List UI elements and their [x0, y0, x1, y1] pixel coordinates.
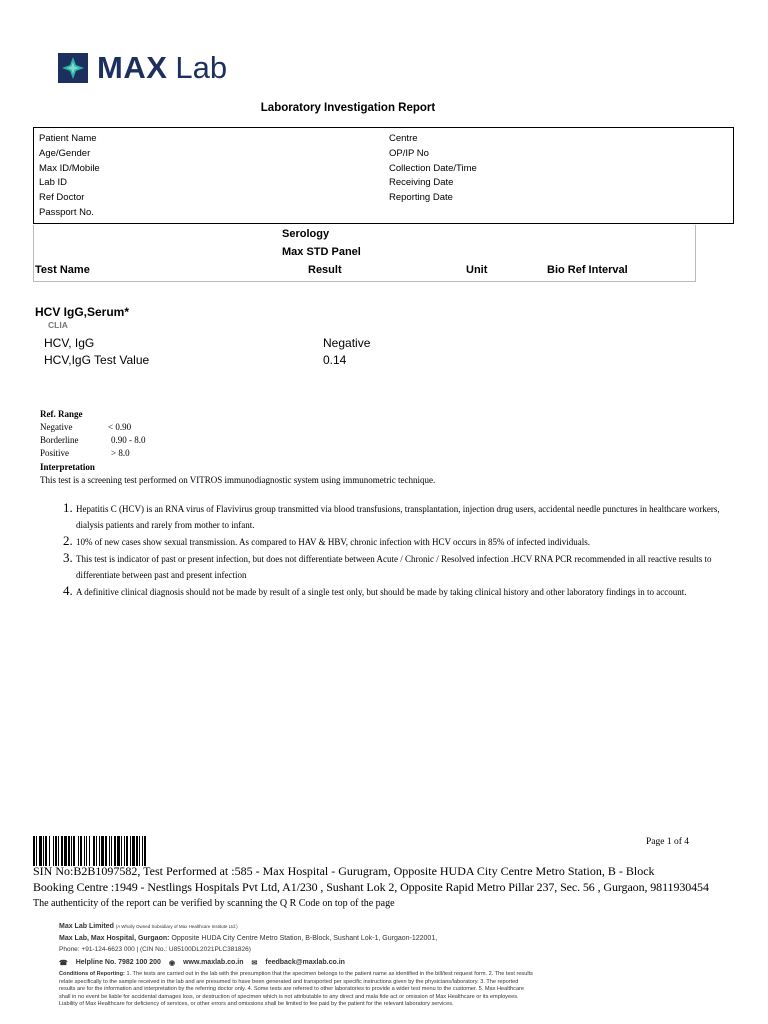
address: Opposite HUDA City Centre Metro Station, B-Block, Sushant Lok-1, Gurgaon-122001,	[171, 935, 438, 942]
notes-list	[38, 500, 736, 600]
phone-line: Phone: +91-124-6623 000 | (CIN No.: U85100DL2021PLC381826)	[59, 946, 251, 953]
ref-range-values	[108, 421, 146, 461]
patient-fields-left	[39, 132, 100, 221]
note-item: 4. A definitive clinical diagnosis should not be made by result of a single test only, but should be made by taking clinical history and other laboratory findings in to account.	[76, 583, 736, 600]
conditions-text: Liability of Max Healthcare for deficiency of services, or other errors and omissions shall be limited to fee paid by the patient for the relevant laboratory services.	[59, 1001, 454, 1008]
field-receiving-date: Receiving Date	[389, 177, 454, 189]
result-row-value: Negative	[323, 336, 371, 350]
authenticity-line: The authenticity of the report can be verified by scanning the Q R Code on top of the page	[33, 898, 395, 909]
conditions-text: 1. The tests are carried out in the lab with the presumption that the specimen belongs to the patient name as identified in the bill/test request form. 2. The test results	[126, 971, 533, 977]
brand-lab: Lab	[175, 50, 228, 85]
col-result: Result	[308, 264, 342, 276]
ref-label: Borderline	[40, 435, 79, 446]
ref-value: < 0.90	[108, 422, 132, 432]
field-passport: Passport No.	[39, 206, 94, 218]
note-item: 2. 10% of new cases show sexual transmission. As compared to HAV & HBV, chronic infection with HCV occurs in 85% of infected individuals.	[76, 533, 736, 550]
conditions-of-reporting	[59, 971, 724, 1009]
field-max-id: Max ID/Mobile	[39, 162, 100, 174]
note-item: 3. This test is indicator of past or present infection, but does not differentiate between Acute / Chronic / Resolved infection .HCV RNA PCR recommended in all reactive results to differentiate between past and present infection	[76, 550, 736, 583]
ref-range-title: Ref. Range	[40, 409, 83, 419]
company-label: Max Lab Limited	[59, 923, 114, 930]
report-title: Laboratory Investigation Report	[260, 102, 436, 114]
field-patient-name: Patient Name	[39, 133, 97, 144]
patient-info-box	[33, 127, 734, 224]
helpline: Helpline No. 7982 100 200	[75, 959, 161, 966]
brand-max: MAX	[97, 50, 168, 85]
barcode	[33, 836, 258, 866]
test-name: HCV IgG,Serum*	[35, 305, 130, 319]
logo-star-icon	[58, 53, 88, 83]
field-collection-date: Collection Date/Time	[389, 162, 477, 174]
website-link[interactable]: www.maxlab.co.in	[183, 959, 244, 966]
result-row-name: HCV,IgG Test Value	[44, 353, 150, 367]
ref-value: 0.90 - 8.0	[111, 435, 146, 446]
max-lab-logo	[58, 48, 227, 88]
ref-range-labels	[40, 421, 79, 461]
ref-label: Positive	[40, 448, 70, 459]
address-label: Max Lab, Max Hospital, Gurgaon:	[59, 935, 170, 942]
conditions-text: shall in no event be liable for accidental damages loss, or destruction of specimen which is not attributable to any direct and mala fide act or omission of Max Healthcare or its employees.	[59, 993, 519, 1000]
email-link[interactable]: feedback@maxlab.co.in	[265, 959, 345, 966]
field-op-ip: OP/IP No	[389, 147, 429, 159]
department-name: Serology	[282, 228, 330, 240]
field-reporting-date: Reporting Date	[389, 192, 453, 204]
test-method: CLIA	[48, 320, 68, 330]
company-sub: (A Wholly Owned Subsidiary of Max Healthcare Institute Ltd.)	[115, 924, 238, 929]
contact-line	[59, 959, 345, 967]
col-unit: Unit	[466, 264, 488, 276]
panel-name: Max STD Panel	[282, 246, 361, 258]
conditions-title: Conditions of Reporting:	[59, 971, 125, 977]
field-centre: Centre	[389, 133, 418, 144]
note-item: 1. Hepatitis C (HCV) is an RNA virus of Flavivirus group transmitted via blood transfusions, transplantation, injection drug users, accidental needle punctures in healthcare workers, dialysis patients and rarely from mother to infant.	[76, 500, 736, 533]
interpretation-text: This test is a screening test performed on VITROS immunodiagnostic system using immunometric technique.	[40, 475, 436, 485]
globe-icon: ◉	[168, 960, 176, 967]
ref-label: Negative	[40, 422, 73, 432]
field-lab-id: Lab ID	[39, 177, 67, 189]
field-ref-doctor: Ref Doctor	[39, 192, 85, 204]
interpretation-title: Interpretation	[40, 462, 95, 472]
result-row-name: HCV, IgG	[44, 336, 95, 350]
mail-icon: ✉	[251, 960, 258, 967]
company-name	[59, 923, 238, 930]
helpline-icon: ☎	[59, 960, 68, 967]
result-row-value: 0.14	[323, 353, 347, 367]
conditions-text: results are for the information and interpretation by the referring doctor only. 4. Some tests are referred to other laboratories to provide a wider test menu to the customer. 5. Max Healthcare	[59, 986, 525, 993]
address-line	[59, 935, 437, 942]
sin-line: SIN No:B2B1097582, Test Performed at :585 - Max Hospital - Gurugram, Opposite HUDA City Centre Metro Station, B - Block	[33, 864, 655, 878]
col-bio-ref: Bio Ref Interval	[547, 264, 628, 276]
col-test-name: Test Name	[35, 264, 90, 276]
booking-line: Booking Centre :1949 - Nestlings Hospitals Pvt Ltd, A1/230 , Sushant Lok 2, Opposite Rapid Metro Pillar 237, Sec. 56 , Gurgaon, 9811930454	[33, 880, 709, 894]
conditions-text: relate specifically to the sample received in the lab and are presumed to have been generated and transported per specific instructions given by the physicians/laboratory. 3. The reported	[59, 978, 519, 985]
field-age-gender: Age/Gender	[39, 147, 91, 159]
page-number: Page 1 of 4	[646, 837, 690, 847]
patient-fields-right	[389, 132, 477, 206]
ref-value: > 8.0	[111, 448, 130, 459]
